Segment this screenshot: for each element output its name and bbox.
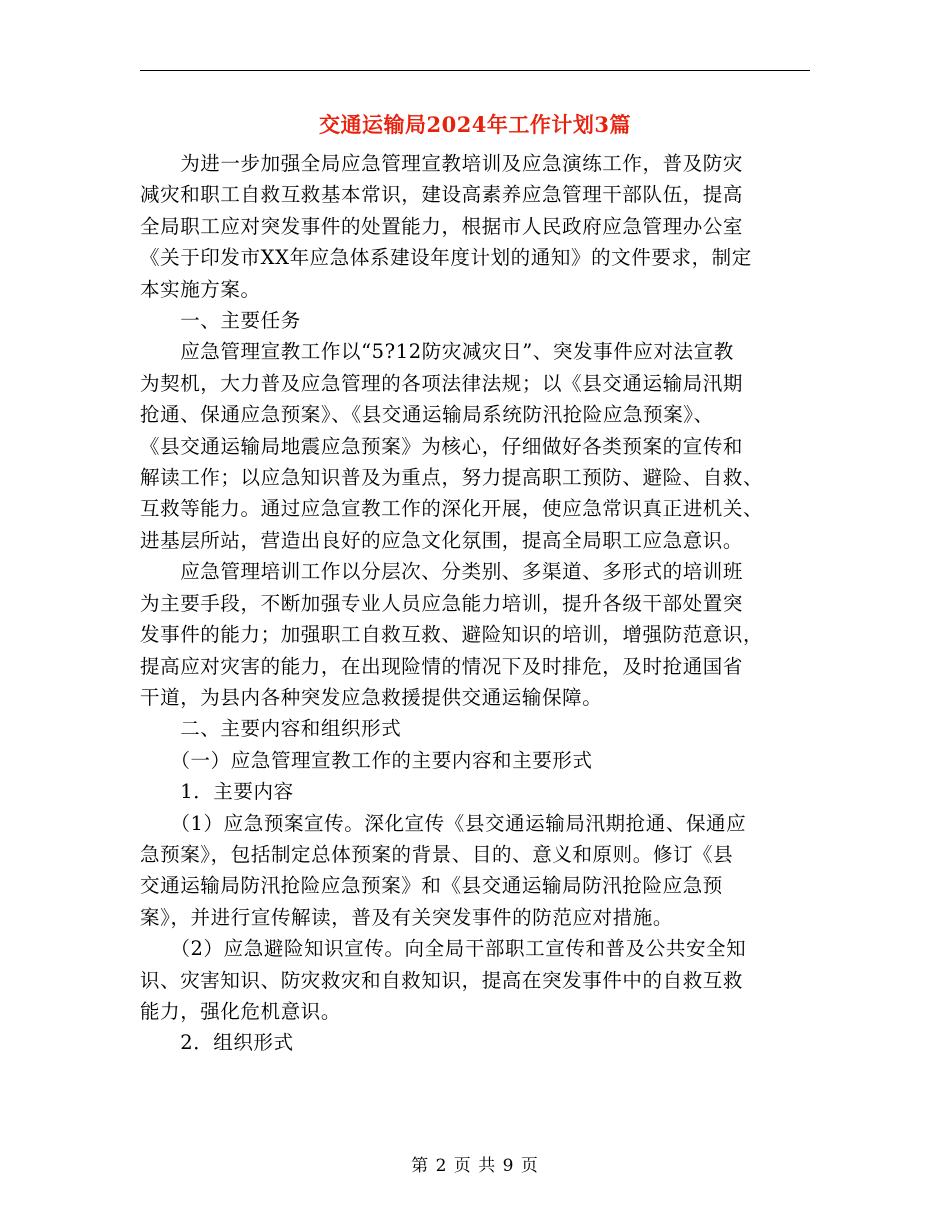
body-line: 提高应对灾害的能力，在出现险情的情况下及时排危，及时抢通国省 bbox=[140, 654, 744, 678]
body-line: 案》，并进行宣传解读，普及有关突发事件的防范应对措施。 bbox=[140, 905, 673, 929]
body-line: 互救等能力。通过应急宣教工作的深化开展，使应急常识真正进机关、 bbox=[140, 497, 764, 521]
body-line: 减灾和职工自救互救基本常识，建设高素养应急管理干部队伍，提高 bbox=[140, 183, 744, 207]
page-title: 交通运输局2024年工作计划3篇 bbox=[318, 112, 632, 137]
body-line: 《县交通运输局地震应急预案》为核心，仔细做好各类预案的宣传和 bbox=[140, 434, 744, 458]
body-line: 应急管理宣教工作以“5?12防灾减灾日”、突发事件应对法宣教 bbox=[140, 340, 734, 364]
body-line: （一）应急管理宣教工作的主要内容和主要形式 bbox=[140, 748, 593, 772]
body-line: 识、灾害知识、防灾救灾和自救知识，提高在突发事件中的自救互救 bbox=[140, 968, 744, 992]
body-line: 交通运输局防汛抢险应急预案》和《县交通运输局防汛抢险应急预 bbox=[140, 874, 723, 898]
body-line: 全局职工应对突发事件的处置能力，根据市人民政府应急管理办公室 bbox=[140, 214, 744, 238]
body-line: 1．主要内容 bbox=[140, 780, 294, 804]
body-line: 本实施方案。 bbox=[140, 277, 261, 301]
body-line: 应急管理培训工作以分层次、分类别、多渠道、多形式的培训班 bbox=[140, 560, 744, 584]
body-line: 为进一步加强全局应急管理宣教培训及应急演练工作，普及防灾 bbox=[140, 152, 744, 175]
body-line: 发事件的能力；加强职工自救互救、避险知识的培训，增强防范意识， bbox=[140, 623, 764, 647]
document-body bbox=[140, 148, 810, 1059]
page-footer: 第 2 页 共 9 页 bbox=[411, 1156, 539, 1176]
body-line: 干道，为县内各种突发应急救援提供交通运输保障。 bbox=[140, 685, 603, 709]
header-rule bbox=[140, 70, 810, 71]
body-line: （1）应急预案宣传。深化宣传《县交通运输局汛期抢通、保通应 bbox=[140, 811, 747, 835]
body-line: 抢通、保通应急预案》、《县交通运输局系统防汛抢险应急预案》、 bbox=[140, 403, 714, 427]
body-line: 《关于印发市XX年应急体系建设年度计划的通知》的文件要求，制定 bbox=[140, 246, 752, 270]
body-line: 进基层所站，营造出良好的应急文化氛围，提高全局职工应急意识。 bbox=[140, 528, 744, 552]
body-line: 急预案》，包括制定总体预案的背景、目的、意义和原则。修订《县 bbox=[140, 842, 734, 866]
body-line: 一、主要任务 bbox=[140, 309, 301, 333]
body-line: 解读工作；以应急知识普及为重点，努力提高职工预防、避险、自救、 bbox=[140, 466, 764, 490]
body-line: 二、主要内容和组织形式 bbox=[140, 717, 402, 741]
body-line: 为主要手段，不断加强专业人员应急能力培训，提升各级干部处置突 bbox=[140, 591, 744, 615]
body-line: 为契机，大力普及应急管理的各项法律法规；以《县交通运输局汛期 bbox=[140, 371, 744, 395]
body-line: 2．组织形式 bbox=[140, 1031, 294, 1055]
body-line: 能力，强化危机意识。 bbox=[140, 999, 342, 1023]
body-line: （2）应急避险知识宣传。向全局干部职工宣传和普及公共安全知 bbox=[140, 937, 747, 961]
